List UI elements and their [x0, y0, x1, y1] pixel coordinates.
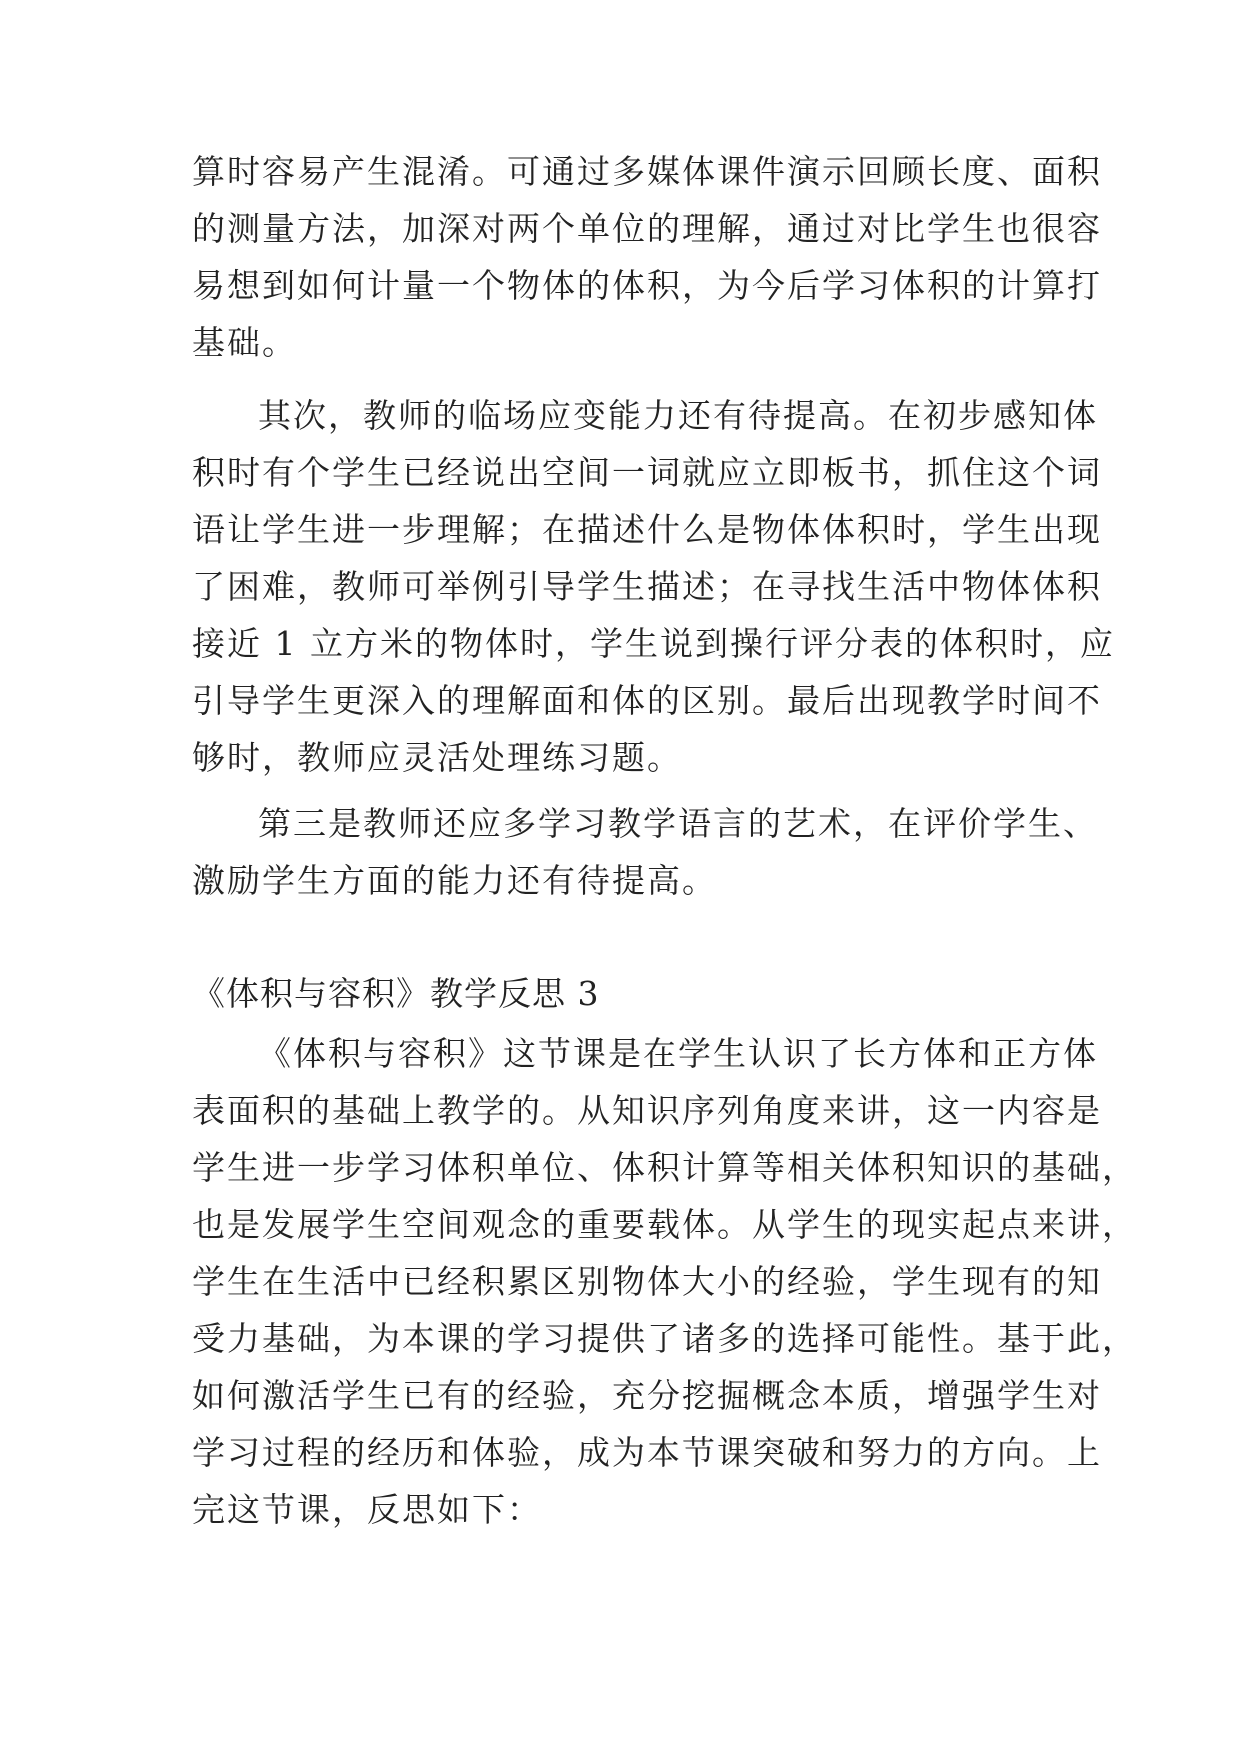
paragraph-line: 够时，教师应灵活处理练习题。: [192, 738, 682, 777]
paragraph-line: 激励学生方面的能力还有待提高。: [192, 861, 717, 900]
paragraph-line: 学习过程的经历和体验，成为本节课突破和努力的方向。上: [192, 1433, 1102, 1472]
paragraph-line: 也是发展学生空间观念的重要载体。从学生的现实起点来讲，: [192, 1205, 1137, 1244]
paragraph-line: 第三是教师还应多学习教学语言的艺术，在评价学生、: [258, 804, 1098, 843]
paragraph-line: 语让学生进一步理解；在描述什么是物体体积时，学生出现: [192, 510, 1102, 549]
paragraph-line: 算时容易产生混淆。可通过多媒体课件演示回顾长度、面积: [192, 152, 1102, 191]
paragraph-line: 学生在生活中已经积累区别物体大小的经验，学生现有的知: [192, 1262, 1102, 1301]
paragraph-line: 了困难，教师可举例引导学生描述；在寻找生活中物体体积: [192, 567, 1102, 606]
paragraph-line: 《体积与容积》这节课是在学生认识了长方体和正方体: [258, 1034, 1098, 1073]
paragraph-line: 其次，教师的临场应变能力还有待提高。在初步感知体: [258, 396, 1098, 435]
paragraph-line: 引导学生更深入的理解面和体的区别。最后出现教学时间不: [192, 681, 1102, 720]
section-title: 《体积与容积》教学反思 3: [192, 974, 600, 1013]
paragraph-line: 的测量方法，加深对两个单位的理解，通过对比学生也很容: [192, 209, 1102, 248]
paragraph-line: 受力基础，为本课的学习提供了诸多的选择可能性。基于此，: [192, 1319, 1137, 1358]
paragraph-line: 接近 1 立方米的物体时，学生说到操行评分表的体积时，应: [192, 624, 1115, 663]
paragraph-line: 表面积的基础上教学的。从知识序列角度来讲，这一内容是: [192, 1091, 1102, 1130]
paragraph-line: 积时有个学生已经说出空间一词就应立即板书，抓住这个词: [192, 453, 1102, 492]
paragraph-line: 基础。: [192, 323, 297, 362]
paragraph-line: 完这节课，反思如下：: [192, 1490, 542, 1529]
paragraph-line: 如何激活学生已有的经验，充分挖掘概念本质，增强学生对: [192, 1376, 1102, 1415]
paragraph-line: 学生进一步学习体积单位、体积计算等相关体积知识的基础，: [192, 1148, 1137, 1187]
paragraph-line: 易想到如何计量一个物体的体积，为今后学习体积的计算打: [192, 266, 1102, 305]
